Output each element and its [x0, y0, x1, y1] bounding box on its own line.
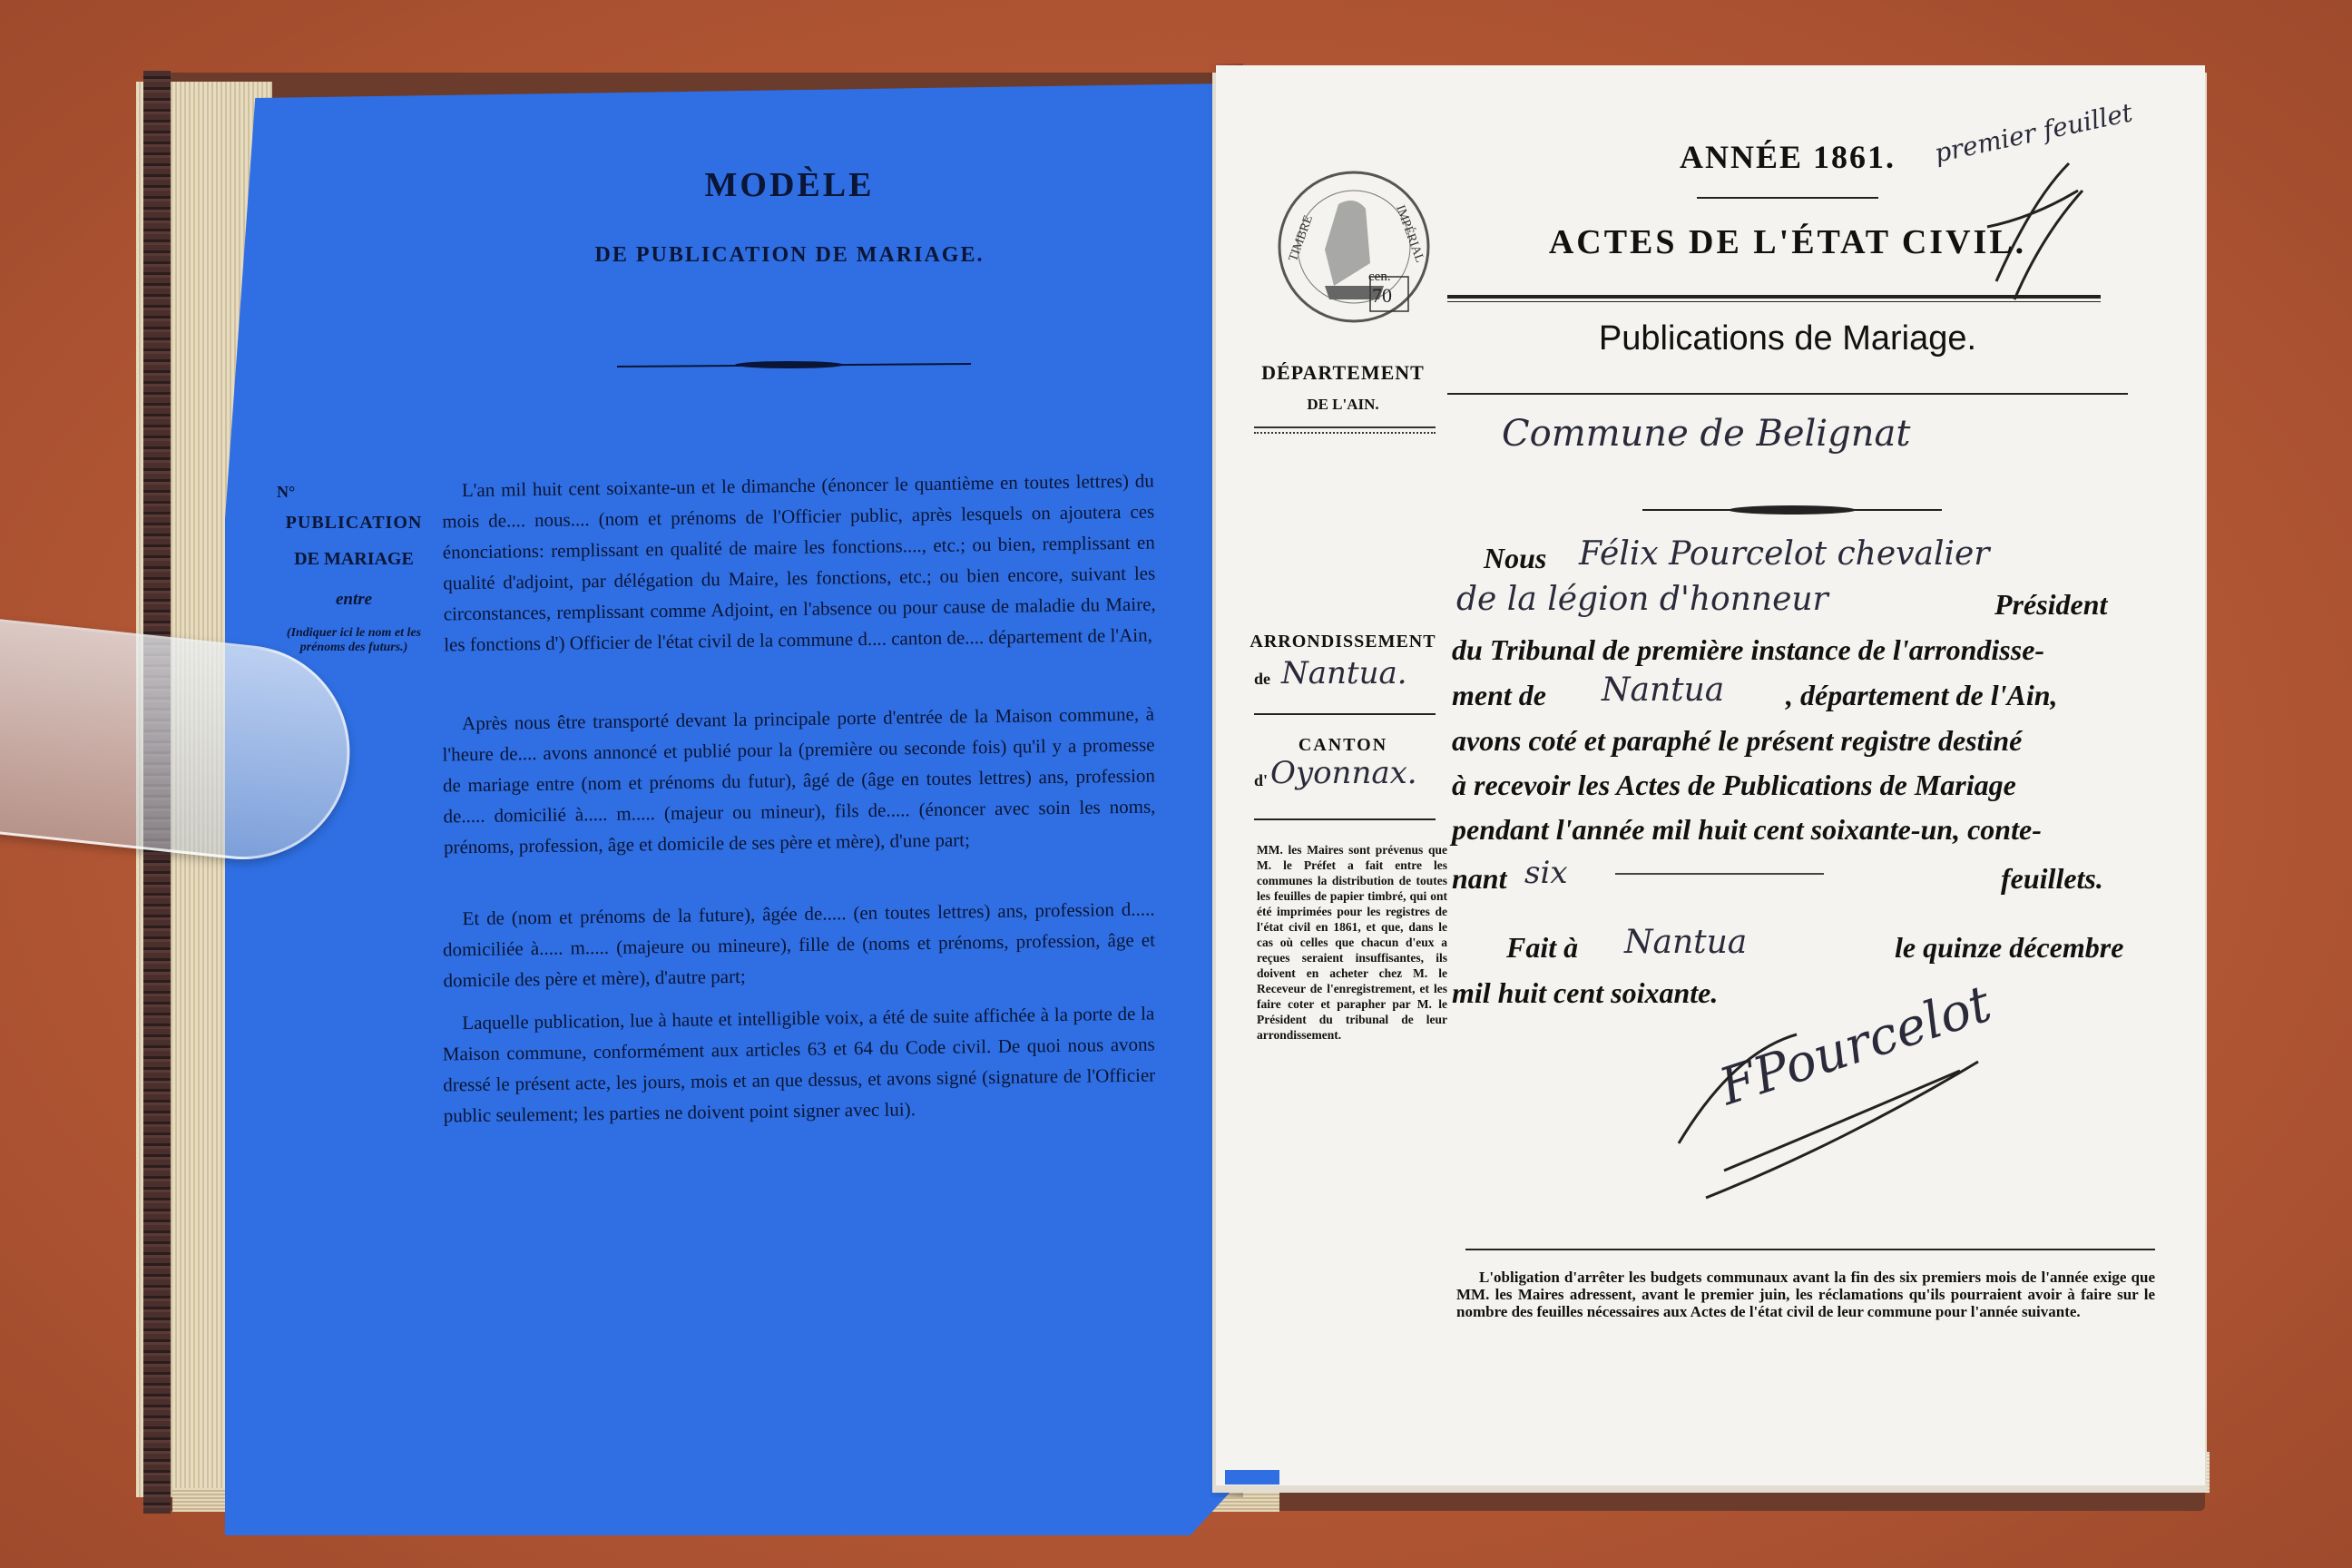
arrondissement-de: de: [1254, 670, 1270, 688]
text-avons: avons coté et paraphé le présent registre destiné: [1452, 724, 2023, 757]
text-department: , département de l'Ain,: [1786, 679, 2058, 711]
text-fait-a: Fait à: [1506, 931, 1579, 964]
divider: [1697, 197, 1878, 199]
arrondissement-handwritten: Nantua.: [1281, 655, 1407, 691]
margin-de-mariage: DE MARIAGE: [294, 549, 414, 569]
model-paragraph-3: Et de (nom et prénoms de la future), âgée de..... (en toutes lettres) ans, profession d..... domiciliée à..... m..... (majeure ou mineure), fille de (noms et prénoms, profession, âge et domicile des père et mère), d'autre part;: [442, 897, 1156, 992]
model-paragraph-2: Après nous être transporté devant la principale porte d'entrée de la Maison commune, à l'heure de.... avons annoncé et publié pour la (première ou seconde fois) qu'il y a promesse de mariage entre (nom et prénoms du futur), âgé de (âge en toutes lettres) ans, profession de..... domicilié à..... m..... (majeur ou mineur), fils de..... (énoncer avec soin les noms, prénoms, profession, âge et domicile de ses père et mère), d'une part;: [442, 702, 1156, 858]
budget-notice: L'obligation d'arrêter les budgets communaux avant la fin des six premiers mois de l'année exige que MM. les Maires adressent, avant le premier juin, les réclamations qu'ils pourraient avoir à faire sur le nombre des feuilles nécessaires aux Actes de l'état civil de leur commune pour l'année suivante.: [1456, 1269, 2155, 1320]
model-paragraph-4: Laquelle publication, lue à haute et intelligible voix, a été de suite affichée à la porte de la Maison commune, conformément aux articles 63 et 64 du Code civil. De quoi nous avons dressé le présent acte, les jours, mois et an que dessus, et avons signé (signature de l'Officier public seulement; les parties ne doivent point signer avec lui).: [442, 1002, 1156, 1127]
rule: [1254, 713, 1436, 715]
departement-label: DÉPARTEMENT: [1261, 361, 1425, 384]
margin-note: (Indiquer ici le nom et les prénoms des futurs.): [286, 626, 422, 654]
ornament-divider-right: [1642, 504, 1942, 514]
text-nant: nant: [1452, 862, 1507, 895]
nous-handwritten-2: de la légion d'honneur: [1456, 581, 1828, 618]
rule: [1447, 393, 2128, 395]
stamp-cent: cen.: [1368, 270, 1391, 284]
canton-label: CANTON: [1298, 735, 1388, 755]
double-rule: [1447, 295, 2101, 299]
stamp-value: 70: [1372, 284, 1392, 307]
department-name: DE L'AIN.: [1307, 396, 1379, 413]
prefect-notice: MM. les Maires sont prévenus que M. le Préfet a fait entre les communes la distribution de toutes les feuilles de papier timbré, qui ont été imprimées pour les registres de l'état civil en 1861, et que, dans le cas où celles que chacun d'eux a reçues seraient insuffisantes, ils doivent en acheter chez M. le Receveur de l'enregistrement, et les faire coter et parapher par M. le Président du tribunal de leur arrondissement.: [1257, 843, 1447, 1042]
arrondissement-label: ARRONDISSEMENT: [1250, 632, 1436, 652]
margin-publication: PUBLICATION: [285, 513, 423, 533]
president-signature: FPourcelot: [1712, 974, 1998, 1118]
handwritten-annotation: premier feuillet: [1931, 97, 2135, 169]
margin-entre: entre: [335, 590, 373, 609]
actes-heading: ACTES DE L'ÉTAT CIVIL.: [1548, 223, 2027, 261]
ment-handwritten: Nantua: [1602, 671, 1725, 709]
text-recevoir: à recevoir les Actes de Publications de Mariage: [1452, 769, 2016, 801]
double-rule-thin: [1447, 301, 2101, 302]
nant-handwritten: six: [1524, 855, 1568, 891]
rule: [1465, 1249, 2155, 1250]
margin-number: N°: [277, 483, 296, 501]
model-title: MODÈLE: [704, 166, 875, 204]
text-tribunal: du Tribunal de première instance de l'arrondisse-: [1452, 633, 2045, 666]
model-subtitle: DE PUBLICATION DE MARIAGE.: [594, 243, 985, 267]
canton-handwritten: Oyonnax.: [1270, 755, 1417, 791]
text-quinze: le quinze décembre: [1895, 931, 2124, 964]
canton-d: d': [1254, 771, 1269, 789]
stamp-text-timbre: TIMBRE: [1286, 213, 1317, 264]
dotted-rule: [1254, 426, 1436, 434]
model-paragraph-1: L'an mil huit cent soixante-un et le dimanche (énoncer le quantième en toutes lettres) du mois de.... nous.... (nom et prénoms de l'Officier public, après lesquels on ajoutera ces énonciations: remplissant en qualité de maire les fonctions...., etc.; ou bien, remplissant en qualité d'adjoint, par délégation du Maire, les fonctions, etc.; ou bien encore, suivant les circonstances, remplissant comme Adjoint, en l'absence ou pour cause de maladie du Maire, les fonctions d') Officier de l'état civil de la commune d.... canton de.... département de l'Ain,: [442, 469, 1156, 656]
commune-handwritten: Commune de Belignat: [1502, 413, 1911, 455]
stamp-text-imperial: IMPÉRIAL: [1393, 203, 1426, 265]
nous-handwritten: Félix Pourcelot chevalier: [1579, 535, 1990, 573]
president-word: Président: [1994, 588, 2108, 621]
text-pendant: pendant l'année mil huit cent soixante-un, conte-: [1452, 813, 2042, 846]
text-ment-de: ment de: [1452, 679, 1546, 711]
ornament-divider: [617, 358, 971, 368]
signature-flourish: [1670, 1007, 1996, 1207]
handwritten-dash: [1615, 873, 1824, 875]
blue-page-corner: [1225, 1470, 1279, 1485]
fait-handwritten: Nantua: [1624, 924, 1748, 961]
year-heading: ANNÉE 1861.: [1679, 139, 1896, 175]
rule: [1254, 818, 1436, 820]
nous-word: Nous: [1484, 542, 1547, 574]
publications-heading: Publications de Mariage.: [1598, 319, 1977, 358]
text-feuillets: feuillets.: [2001, 862, 2103, 895]
text-mil: mil huit cent soixante.: [1452, 976, 1719, 1009]
